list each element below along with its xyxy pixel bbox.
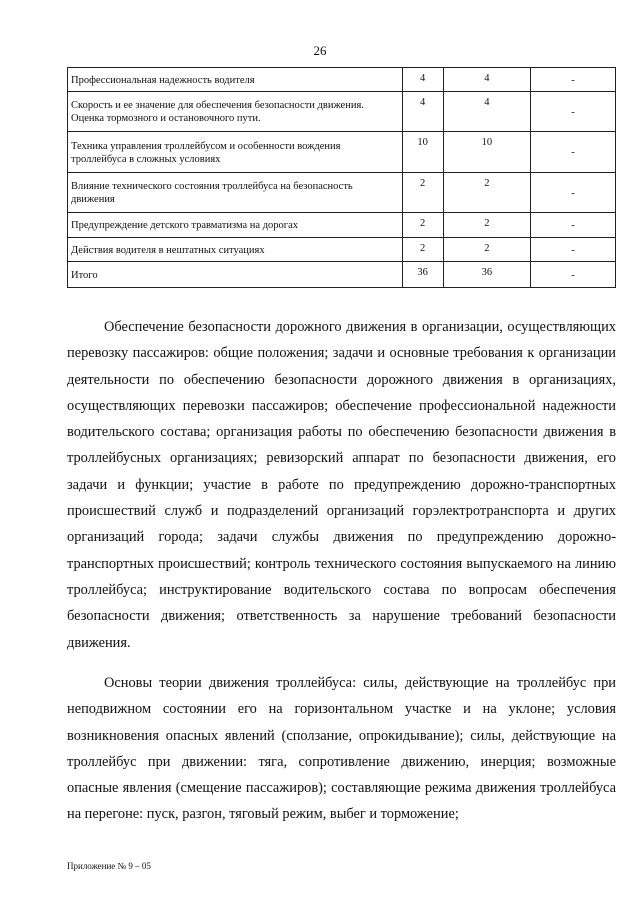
table-row (68, 213, 616, 238)
topic-cell: Итого (68, 262, 403, 288)
table-row (68, 262, 616, 288)
hours-theory-cell: 2 (443, 213, 530, 238)
hours-practice-cell: - (530, 173, 615, 213)
hours-practice-cell: - (530, 68, 615, 92)
hours-theory-cell: 4 (443, 68, 530, 92)
paragraph-motion-theory: Основы теории движения троллейбуса: силы, действующие на троллейбус при неподвижном состоянии его на горизонтальном участке и на уклоне; условия возникновения опасных явлений (сползание, опрокидывание); силы, действующие на троллейбус при движении: тяга, сопротивление движению, инерция; возможные опасные явления (смещение пассажиров); составляющие режима движения троллейбуса на перегоне: пуск, разгон, тяговый режим, выбег и торможение; (67, 675, 616, 823)
topic-cell: Профессиональная надежность водителя (68, 68, 403, 92)
hours-total-cell: 4 (402, 68, 443, 92)
hours-theory-cell: 36 (443, 262, 530, 288)
hours-total-cell: 36 (402, 262, 443, 288)
hours-theory-cell: 2 (443, 173, 530, 213)
topic-cell: Влияние технического состояния троллейбуса на безопасность движения (68, 173, 403, 213)
hours-total-cell: 2 (402, 213, 443, 238)
hours-practice-cell: - (530, 213, 615, 238)
hours-practice-cell: - (530, 92, 615, 132)
hours-theory-cell: 2 (443, 238, 530, 262)
hours-practice-cell: - (530, 132, 615, 173)
table-row (68, 238, 616, 262)
hours-total-cell: 4 (402, 92, 443, 132)
topic-cell: Действия водителя в нештатных ситуациях (68, 238, 403, 262)
table-row (68, 132, 616, 173)
table-row (68, 68, 616, 92)
topic-cell: Техника управления троллейбусом и особенности вождения троллейбуса в сложных условиях (68, 132, 403, 173)
hours-practice-cell: - (530, 262, 615, 288)
topic-cell: Скорость и ее значение для обеспечения безопасности движения. Оценка тормозного и остановочного пути. (68, 92, 403, 132)
hours-total-cell: 10 (402, 132, 443, 173)
curriculum-table (67, 67, 616, 288)
page-number: 26 (313, 43, 327, 58)
hours-theory-cell: 4 (443, 92, 530, 132)
hours-practice-cell: - (530, 238, 615, 262)
hours-theory-cell: 10 (443, 132, 530, 173)
topic-cell: Предупреждение детского травматизма на дорогах (68, 213, 403, 238)
paragraph-safety-organization: Обеспечение безопасности дорожного движения в организации, осуществляющих перевозку пассажиров: общие положения; задачи и основные требования к организации деятельности по обеспечению безопасности дорожного движения в организациях, осуществляющих перевозки пассажиров; обеспечение профессиональной надежности водительского состава; организация работы по обеспечению безопасности движения в троллейбусных организациях; ревизорский аппарат по безопасности движения, его задачи и функции; участие в работе по предупреждению дорожно-транспортных происшествий служб и подразделений организаций горэлектротранспорта и других организаций города; задачи службы движения по предупреждению дорожно-транспортных происшествий; контроль технического состояния выпускаемого на линию троллейбуса; инструктирование водительского состава по вопросам обеспечения безопасности движения; ответственность за нарушение требований безопасности движения. (67, 319, 616, 651)
hours-total-cell: 2 (402, 173, 443, 213)
table-row (68, 173, 616, 213)
hours-total-cell: 2 (402, 238, 443, 262)
table-row (68, 92, 616, 132)
footer-appendix: Приложение № 9 – 05 (67, 861, 151, 871)
